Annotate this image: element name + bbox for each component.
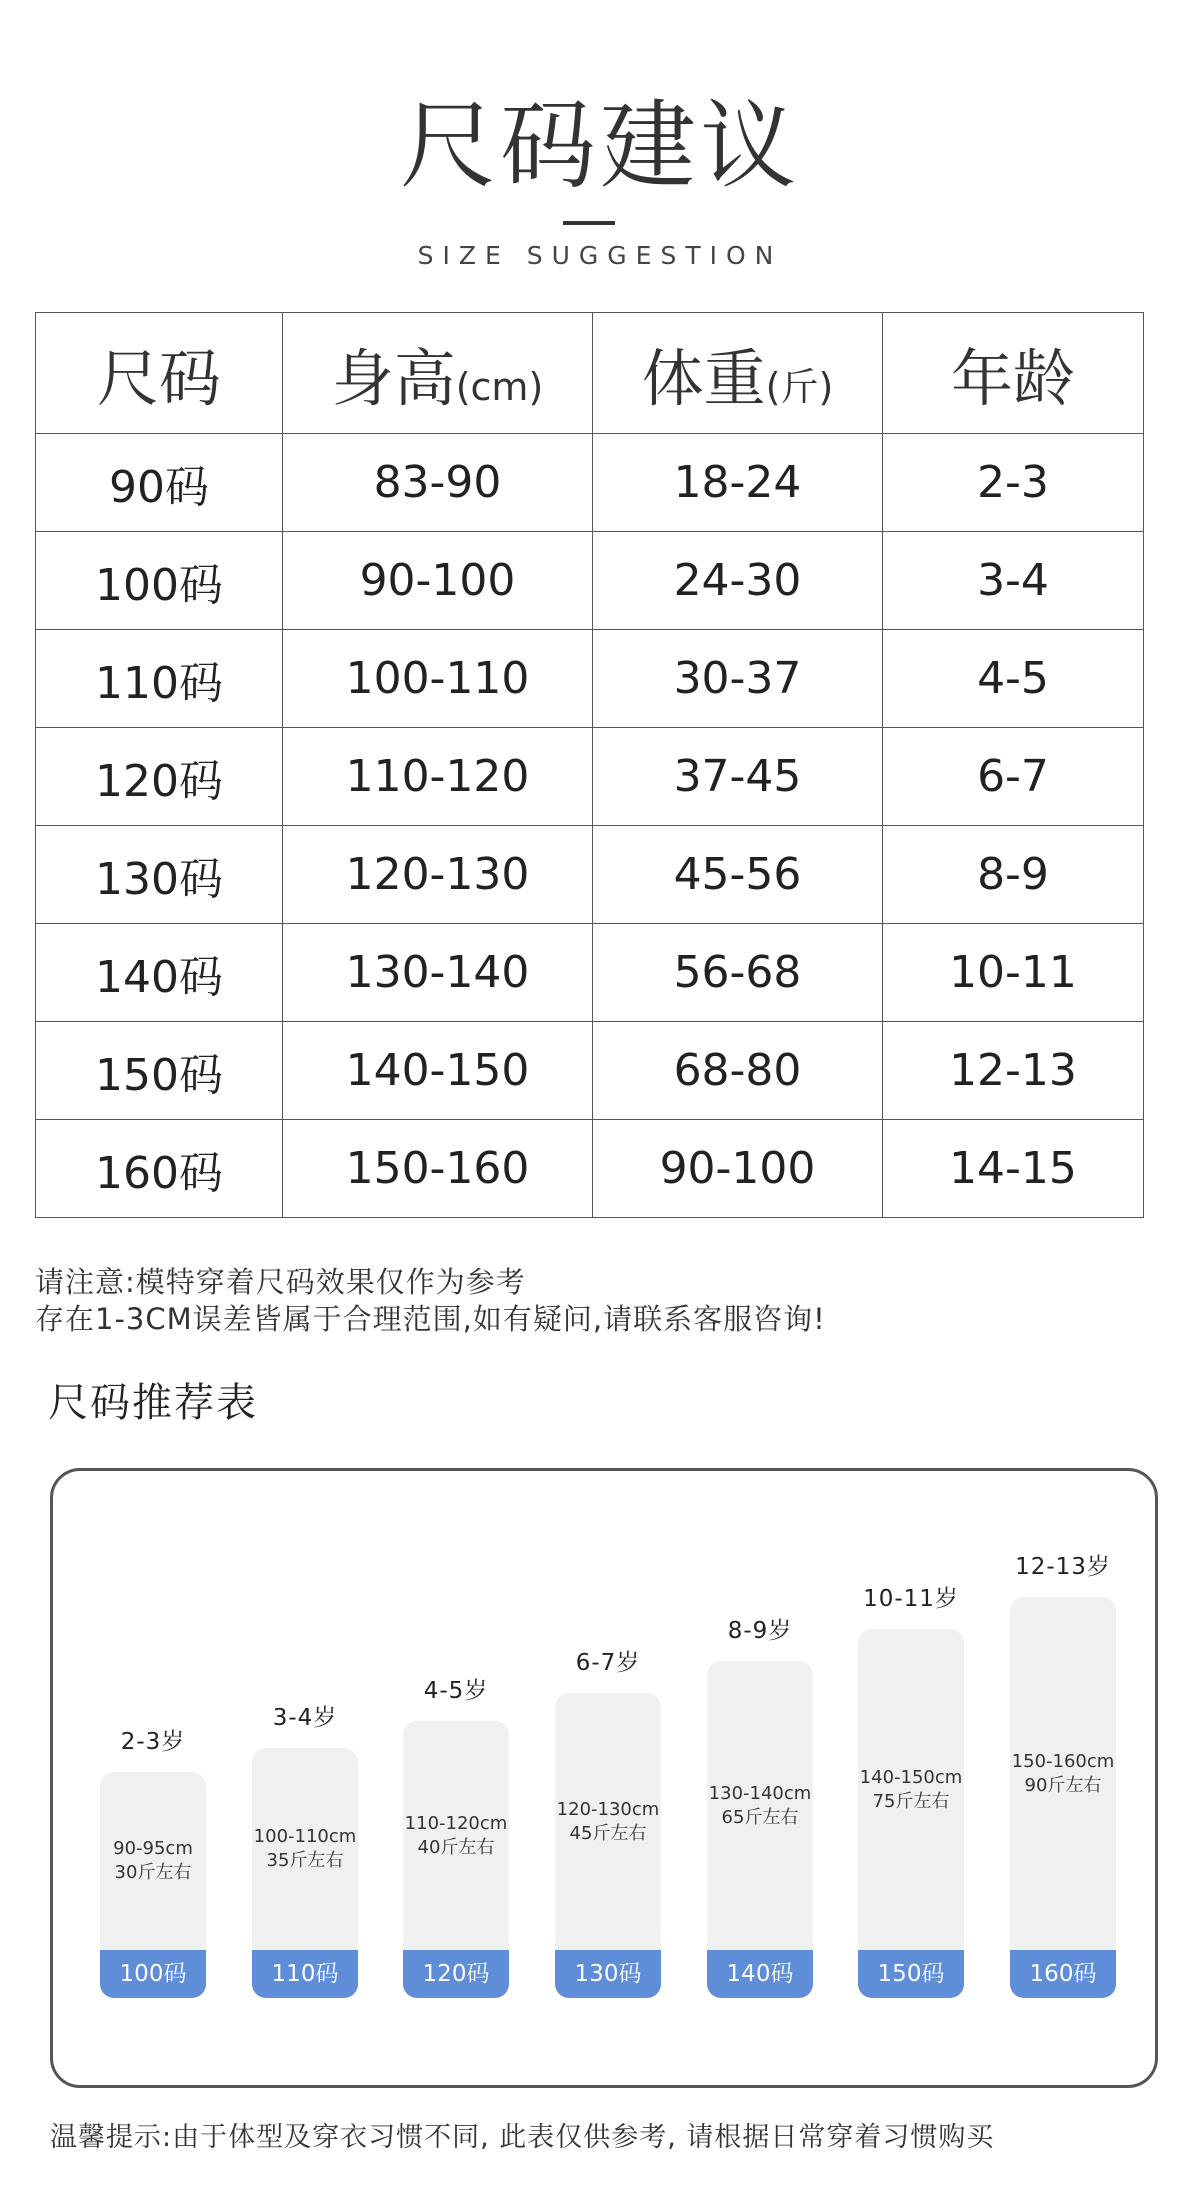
pillar-info bbox=[707, 1782, 813, 1830]
cell-size: 130码 bbox=[36, 826, 283, 924]
size-pillar bbox=[858, 1629, 964, 1998]
cell-height: 83-90 bbox=[283, 434, 593, 532]
pillar-size-badge: 100码 bbox=[100, 1950, 206, 1998]
cell-size: 120码 bbox=[36, 728, 283, 826]
pillar-size-badge: 120码 bbox=[403, 1950, 509, 1998]
note-line-2: 存在1-3CM误差皆属于合理范围,如有疑问,请联系客服咨询! bbox=[35, 1302, 826, 1336]
pillar-size-badge: 150码 bbox=[858, 1950, 964, 1998]
recommendation-title: 尺码推荐表 bbox=[48, 1380, 258, 1426]
size-pillar bbox=[1010, 1597, 1116, 1998]
pillar-height: 140-150cm bbox=[859, 1767, 963, 1788]
column-header-height: 身高(cm) bbox=[283, 313, 593, 434]
age-label: 10-11岁 bbox=[863, 1586, 959, 1612]
table-row bbox=[36, 924, 1144, 1022]
pillar-info bbox=[100, 1837, 206, 1885]
pillar-weight: 35斤左右 bbox=[266, 1850, 344, 1871]
pillar-weight: 90斤左右 bbox=[1024, 1775, 1102, 1796]
cell-age: 8-9 bbox=[883, 826, 1144, 924]
cell-weight: 18-24 bbox=[593, 434, 883, 532]
size-pillar bbox=[100, 1772, 206, 1998]
cell-weight: 45-56 bbox=[593, 826, 883, 924]
age-label: 8-9岁 bbox=[727, 1618, 793, 1644]
age-label: 4-5岁 bbox=[423, 1678, 489, 1704]
column-header-weight: 体重(斤) bbox=[593, 313, 883, 434]
size-pillar bbox=[403, 1721, 509, 1998]
footer-note: 温馨提示:由于体型及穿衣习惯不同, 此表仅供参考, 请根据日常穿着习惯购买 bbox=[50, 2122, 995, 2153]
pillar-size-badge: 110码 bbox=[252, 1950, 358, 1998]
cell-weight: 30-37 bbox=[593, 630, 883, 728]
pillar-height: 120-130cm bbox=[556, 1799, 660, 1820]
page-subtitle: SIZE SUGGESTION bbox=[417, 241, 783, 270]
column-header-age: 年龄 bbox=[883, 313, 1144, 434]
cell-height: 120-130 bbox=[283, 826, 593, 924]
cell-weight: 90-100 bbox=[593, 1120, 883, 1218]
cell-height: 100-110 bbox=[283, 630, 593, 728]
title-divider bbox=[563, 221, 615, 225]
age-label: 3-4岁 bbox=[272, 1705, 338, 1731]
cell-size: 160码 bbox=[36, 1120, 283, 1218]
cell-height: 140-150 bbox=[283, 1022, 593, 1120]
pillar-weight: 40斤左右 bbox=[417, 1837, 495, 1858]
cell-age: 2-3 bbox=[883, 434, 1144, 532]
cell-size: 90码 bbox=[36, 434, 283, 532]
note-line-1: 请注意:模特穿着尺码效果仅作为参考 bbox=[35, 1265, 526, 1299]
pillar-weight: 45斤左右 bbox=[569, 1823, 647, 1844]
pillar-height: 150-160cm bbox=[1011, 1751, 1115, 1772]
age-label: 12-13岁 bbox=[1015, 1554, 1111, 1580]
column-header-size: 尺码 bbox=[36, 313, 283, 434]
recommendation-panel bbox=[50, 1468, 1158, 2088]
cell-weight: 37-45 bbox=[593, 728, 883, 826]
cell-size: 150码 bbox=[36, 1022, 283, 1120]
weight-unit: (斤) bbox=[765, 364, 834, 409]
size-pillar bbox=[707, 1661, 813, 1998]
cell-size: 100码 bbox=[36, 532, 283, 630]
table-row bbox=[36, 532, 1144, 630]
table-row bbox=[36, 826, 1144, 924]
pillar-height: 110-120cm bbox=[404, 1813, 508, 1834]
cell-height: 150-160 bbox=[283, 1120, 593, 1218]
size-pillar bbox=[252, 1748, 358, 1998]
pillar-height: 100-110cm bbox=[253, 1826, 357, 1847]
pillar-height: 130-140cm bbox=[708, 1783, 812, 1804]
pillar-size-badge: 130码 bbox=[555, 1950, 661, 1998]
table-row bbox=[36, 434, 1144, 532]
cell-weight: 56-68 bbox=[593, 924, 883, 1022]
pillar-info bbox=[555, 1798, 661, 1846]
pillar-info bbox=[403, 1812, 509, 1860]
pillar-info bbox=[252, 1825, 358, 1873]
pillar-size-badge: 160码 bbox=[1010, 1950, 1116, 1998]
cell-height: 130-140 bbox=[283, 924, 593, 1022]
size-chart-table bbox=[35, 312, 1144, 1218]
pillar-height: 90-95cm bbox=[113, 1838, 193, 1859]
age-label: 6-7岁 bbox=[575, 1650, 641, 1676]
cell-age: 3-4 bbox=[883, 532, 1144, 630]
cell-age: 10-11 bbox=[883, 924, 1144, 1022]
cell-size: 140码 bbox=[36, 924, 283, 1022]
page-title: 尺码建议 bbox=[400, 90, 800, 202]
pillar-info bbox=[1010, 1750, 1116, 1798]
table-row bbox=[36, 1120, 1144, 1218]
cell-height: 110-120 bbox=[283, 728, 593, 826]
cell-age: 14-15 bbox=[883, 1120, 1144, 1218]
cell-age: 6-7 bbox=[883, 728, 1144, 826]
table-header-row bbox=[36, 313, 1144, 434]
table-row bbox=[36, 1022, 1144, 1120]
table-row bbox=[36, 630, 1144, 728]
cell-height: 90-100 bbox=[283, 532, 593, 630]
cell-weight: 24-30 bbox=[593, 532, 883, 630]
height-unit: (cm) bbox=[455, 364, 544, 409]
cell-age: 4-5 bbox=[883, 630, 1144, 728]
pillar-weight: 75斤左右 bbox=[872, 1791, 950, 1812]
size-pillar bbox=[555, 1693, 661, 1998]
pillar-info bbox=[858, 1766, 964, 1814]
cell-size: 110码 bbox=[36, 630, 283, 728]
table-row bbox=[36, 728, 1144, 826]
cell-age: 12-13 bbox=[883, 1022, 1144, 1120]
pillar-size-badge: 140码 bbox=[707, 1950, 813, 1998]
age-label: 2-3岁 bbox=[120, 1729, 186, 1755]
pillar-weight: 65斤左右 bbox=[721, 1807, 799, 1828]
cell-weight: 68-80 bbox=[593, 1022, 883, 1120]
pillar-weight: 30斤左右 bbox=[114, 1862, 192, 1883]
